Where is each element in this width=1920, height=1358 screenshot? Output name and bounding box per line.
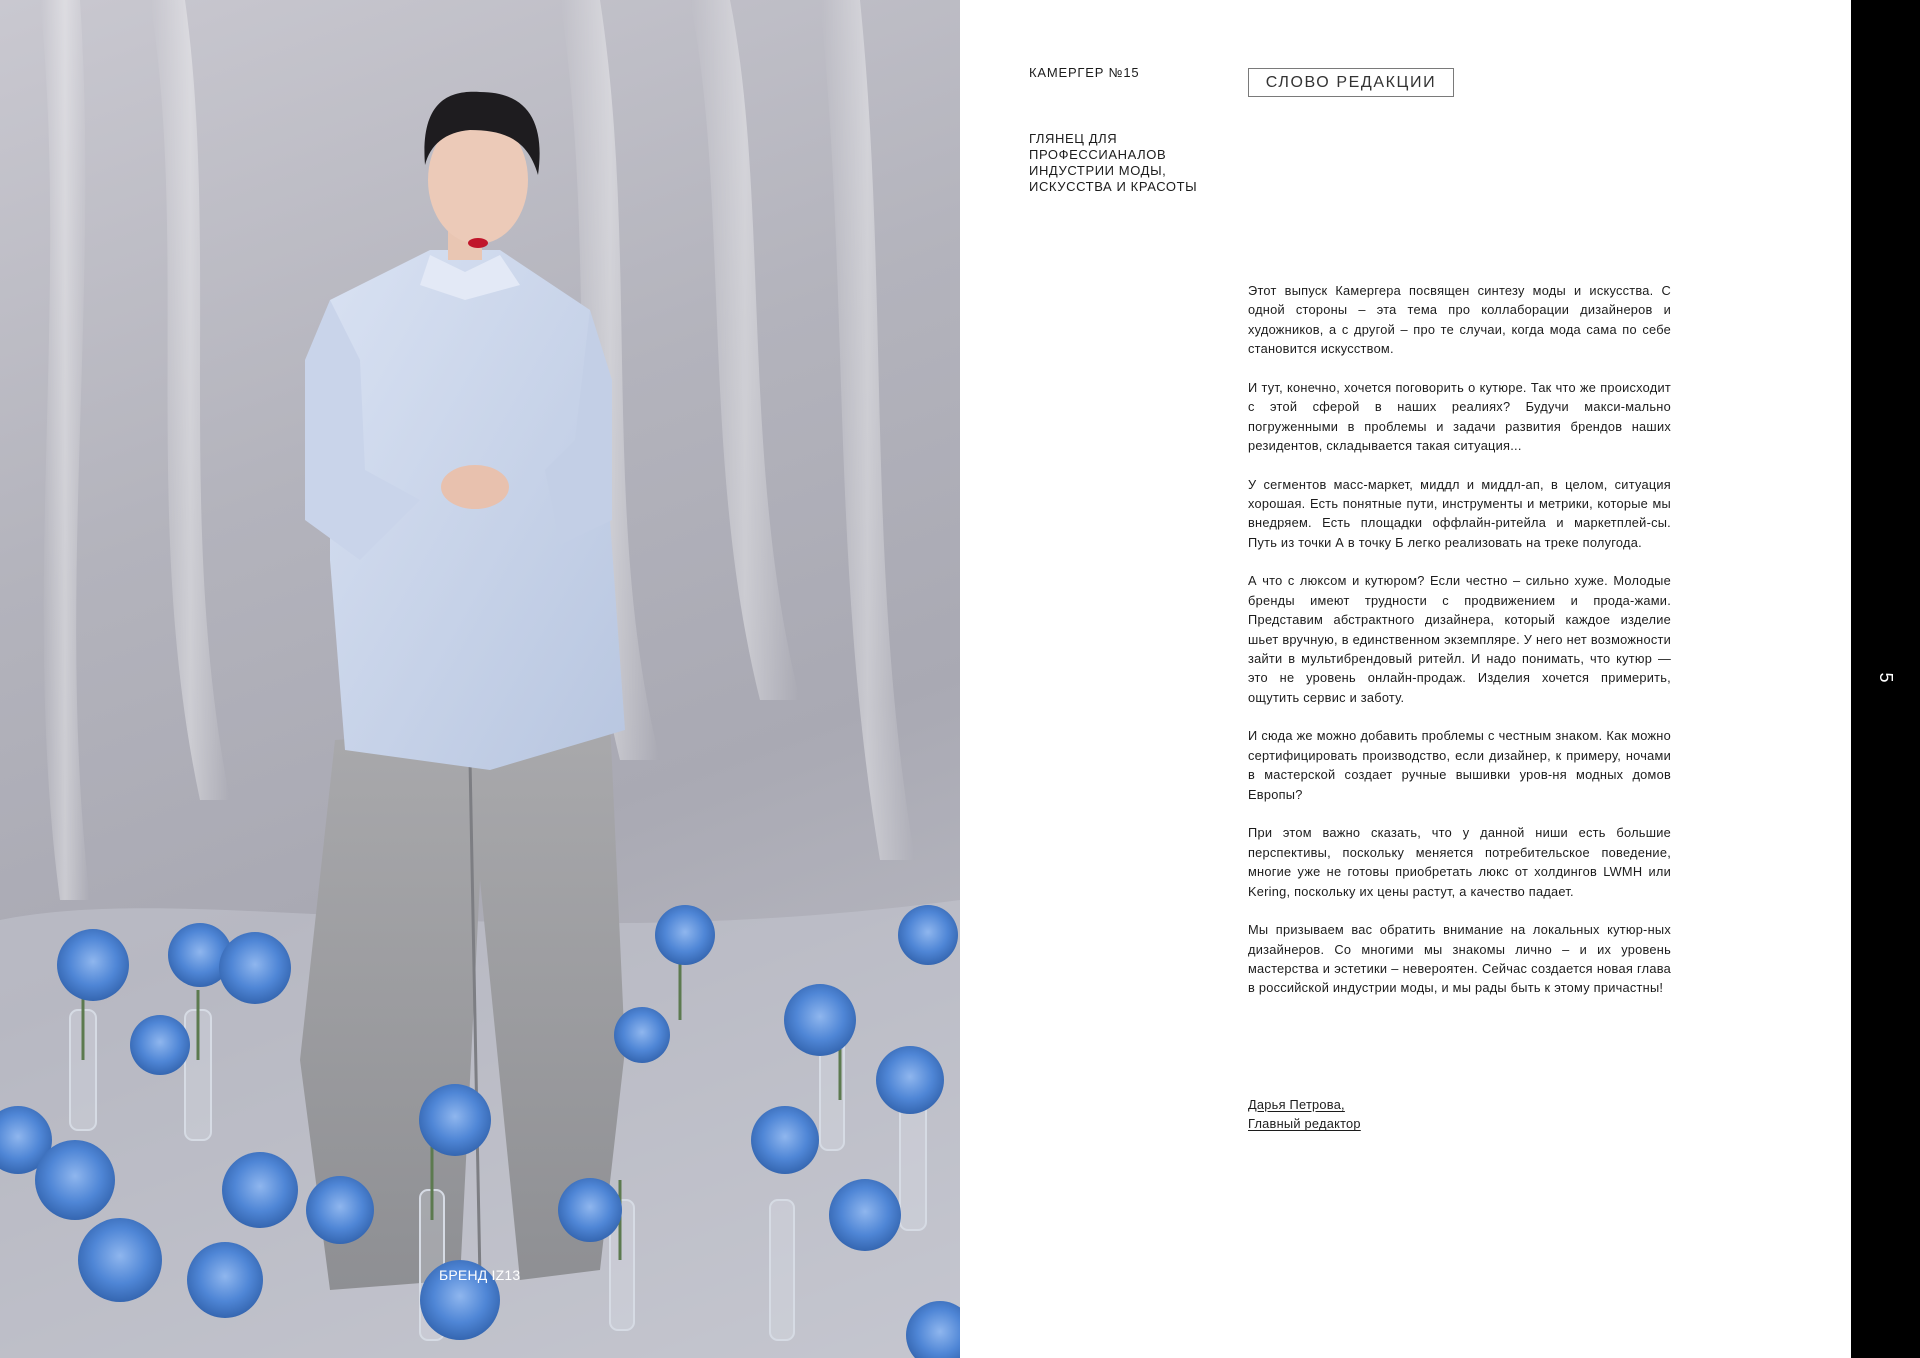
page-number: 5 [1876,672,1896,683]
page-edge-strip [1851,0,1920,1358]
editorial-article [1248,281,1671,1017]
issue-label: КАМЕРГЕР №15 [1029,65,1140,80]
tagline-line: ИСКУССТВА И КРАСОТЫ [1029,179,1198,194]
article-paragraph: Мы призываем вас обратить внимание на локальных кутюр-ных дизайнеров. Со многими мы знакомы лично – и их уровень мастерства и эстетики – невероятен. Сейчас создается новая глава в российской индустрии моды, и мы рады быть к этому причастны! [1248,922,1671,996]
section-title: СЛОВО РЕДАКЦИИ [1248,68,1454,97]
signature-name: Дарья Петрова, [1248,1097,1345,1112]
article-paragraph: При этом важно сказать, что у данной ниши есть большие перспективы, поскольку меняется потребительское поведение, многие уже не готовы приобретать люкс от холдингов LWMH или Kering, поскольку их цены растут, а качество падает. [1248,825,1671,899]
editor-signature [1248,1095,1361,1134]
article-paragraph: И сюда же можно добавить проблемы с честным знаком. Как можно сертифицировать производство, если дизайнер, к примеру, ночами в мастерской создает ручные вышивки уров-ня модных домов Европы? [1248,728,1671,802]
tagline-line: ПРОФЕССИАНАЛОВ [1029,147,1167,162]
article-paragraph: И тут, конечно, хочется поговорить о кутюре. Так что же происходит с этой сферой в наших реалиях? Будучи макси-мально погруженными в проблемы и задачи развития брендов наших резидентов, складывается такая ситуация... [1248,379,1671,454]
article-paragraph: Этот выпуск Камергера посвящен синтезу моды и искусства. С одной стороны – эта тема про коллаборации дизайнеров и художников, а с другой – про те случаи, когда мода сама по себе становится искусством. [1248,283,1671,357]
tagline-line: ИНДУСТРИИ МОДЫ, [1029,163,1167,178]
tagline-line: ГЛЯНЕЦ ДЛЯ [1029,131,1118,146]
magazine-tagline [1029,131,1219,195]
article-paragraph: А что с люксом и кутюром? Если честно – сильно хуже. Молодые бренды имеют трудности с продвижением и прода-жами. Представим абстрактного дизайнера, который каждое изделие шьет вручную, в единственном экземпляре. У него нет возможности зайти в мультибрендовый ритейл. И надо понимать, что кутюр — это не уровень онлайн-продаж. Изделия хочется примерить, ощутить сервис и заботу. [1248,573,1671,705]
article-paragraph: У сегментов масс-маркет, миддл и миддл-ап, в целом, ситуация хорошая. Есть понятные пути, инструменты и метрики, которые мы внедряем. Есть площадки оффлайн-ритейла и маркетплей-сы. Путь из точки А в точку Б легко реализовать на треке полугода. [1248,476,1671,550]
signature-role: Главный редактор [1248,1116,1361,1132]
photo-caption: БРЕНД IZ13 [439,1267,521,1283]
